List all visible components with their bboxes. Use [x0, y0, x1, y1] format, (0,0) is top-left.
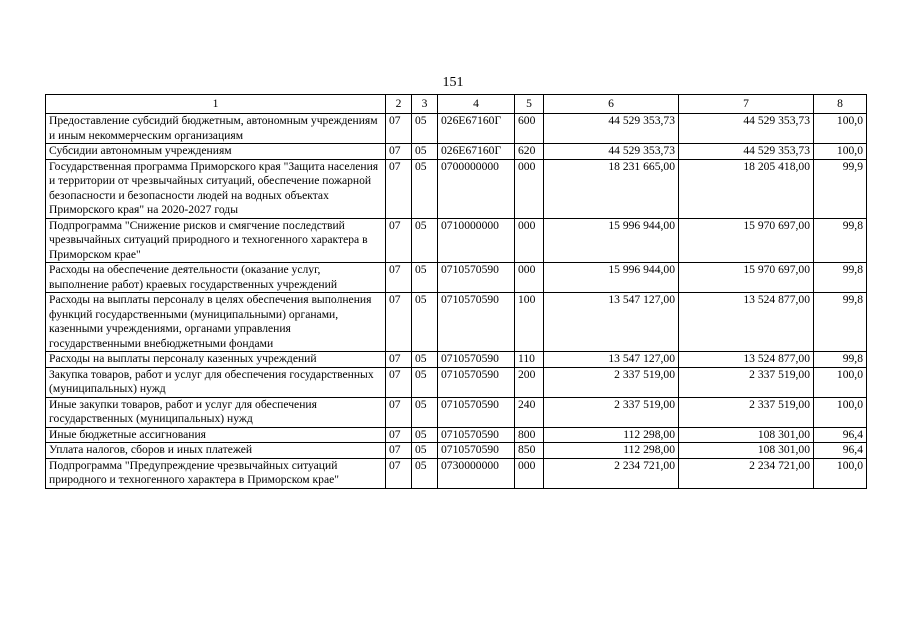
row-planned-amount: 15 996 944,00	[544, 263, 679, 293]
row-actual-amount: 13 524 877,00	[679, 352, 814, 368]
table-row	[46, 397, 867, 427]
row-percent: 99,8	[814, 352, 867, 368]
row-planned-amount: 13 547 127,00	[544, 352, 679, 368]
row-actual-amount: 15 970 697,00	[679, 218, 814, 263]
row-percent: 99,8	[814, 263, 867, 293]
row-percent: 100,0	[814, 114, 867, 144]
column-header-5: 5	[515, 95, 544, 114]
row-subsection: 05	[412, 397, 438, 427]
row-expense-type: 110	[515, 352, 544, 368]
row-target-code: 0700000000	[438, 159, 515, 218]
row-subsection: 05	[412, 352, 438, 368]
table-row	[46, 427, 867, 443]
row-target-code: 0710570590	[438, 367, 515, 397]
row-expense-type: 800	[515, 427, 544, 443]
row-section: 07	[386, 458, 412, 488]
column-header-2: 2	[386, 95, 412, 114]
table-row	[46, 367, 867, 397]
row-actual-amount: 2 234 721,00	[679, 458, 814, 488]
table-row	[46, 293, 867, 352]
row-name: Расходы на выплаты персоналу казенных учреждений	[46, 352, 386, 368]
row-subsection: 05	[412, 293, 438, 352]
row-percent: 100,0	[814, 367, 867, 397]
row-planned-amount: 18 231 665,00	[544, 159, 679, 218]
table-row	[46, 263, 867, 293]
row-planned-amount: 15 996 944,00	[544, 218, 679, 263]
table-row	[46, 114, 867, 144]
column-header-8: 8	[814, 95, 867, 114]
row-planned-amount: 2 337 519,00	[544, 397, 679, 427]
row-target-code: 0730000000	[438, 458, 515, 488]
row-planned-amount: 44 529 353,73	[544, 114, 679, 144]
header-row	[46, 95, 867, 114]
table-row	[46, 458, 867, 488]
row-actual-amount: 2 337 519,00	[679, 397, 814, 427]
row-name: Закупка товаров, работ и услуг для обеспечения государственных (муниципальных) нужд	[46, 367, 386, 397]
row-name: Уплата налогов, сборов и иных платежей	[46, 443, 386, 459]
row-name: Расходы на обеспечение деятельности (оказание услуг, выполнение работ) краевых государственных учреждений	[46, 263, 386, 293]
row-expense-type: 000	[515, 159, 544, 218]
row-name: Подпрограмма "Снижение рисков и смягчение последствий чрезвычайных ситуаций природного и техногенного характера в Приморском крае"	[46, 218, 386, 263]
row-subsection: 05	[412, 218, 438, 263]
budget-table	[45, 94, 867, 489]
row-planned-amount: 44 529 353,73	[544, 144, 679, 160]
row-section: 07	[386, 159, 412, 218]
row-subsection: 05	[412, 458, 438, 488]
row-target-code: 0710570590	[438, 352, 515, 368]
column-header-1: 1	[46, 95, 386, 114]
row-subsection: 05	[412, 114, 438, 144]
row-section: 07	[386, 218, 412, 263]
row-percent: 99,8	[814, 293, 867, 352]
row-name: Субсидии автономным учреждениям	[46, 144, 386, 160]
row-target-code: 026Е67160Г	[438, 114, 515, 144]
column-header-6: 6	[544, 95, 679, 114]
row-expense-type: 620	[515, 144, 544, 160]
row-target-code: 0710570590	[438, 293, 515, 352]
row-section: 07	[386, 144, 412, 160]
row-planned-amount: 13 547 127,00	[544, 293, 679, 352]
row-subsection: 05	[412, 263, 438, 293]
row-section: 07	[386, 367, 412, 397]
row-target-code: 0710570590	[438, 427, 515, 443]
row-expense-type: 240	[515, 397, 544, 427]
column-header-4: 4	[438, 95, 515, 114]
row-percent: 100,0	[814, 144, 867, 160]
row-target-code: 0710570590	[438, 443, 515, 459]
table-row	[46, 159, 867, 218]
row-percent: 99,8	[814, 218, 867, 263]
row-section: 07	[386, 352, 412, 368]
row-actual-amount: 108 301,00	[679, 427, 814, 443]
row-name: Предоставление субсидий бюджетным, автономным учреждениям и иным некоммерческим организациям	[46, 114, 386, 144]
row-name: Государственная программа Приморского края "Защита населения и территории от чрезвычайных ситуаций, обеспечение пожарной безопасности и безопасности людей на водных объектах Приморского края" на 2020-2027 годы	[46, 159, 386, 218]
row-percent: 96,4	[814, 443, 867, 459]
row-expense-type: 850	[515, 443, 544, 459]
page-number: 151	[442, 75, 464, 90]
row-planned-amount: 112 298,00	[544, 443, 679, 459]
table-row	[46, 352, 867, 368]
row-expense-type: 100	[515, 293, 544, 352]
row-section: 07	[386, 293, 412, 352]
row-target-code: 0710570590	[438, 263, 515, 293]
table-row	[46, 218, 867, 263]
row-expense-type: 000	[515, 263, 544, 293]
row-actual-amount: 44 529 353,73	[679, 114, 814, 144]
row-percent: 99,9	[814, 159, 867, 218]
row-actual-amount: 2 337 519,00	[679, 367, 814, 397]
row-actual-amount: 18 205 418,00	[679, 159, 814, 218]
row-actual-amount: 108 301,00	[679, 443, 814, 459]
row-name: Расходы на выплаты персоналу в целях обеспечения выполнения функций государственными (муниципальными) органами, казенными учреждениями, органами управления государственными внебюджетными фондами	[46, 293, 386, 352]
row-subsection: 05	[412, 144, 438, 160]
row-subsection: 05	[412, 159, 438, 218]
row-expense-type: 000	[515, 218, 544, 263]
row-percent: 96,4	[814, 427, 867, 443]
row-expense-type: 000	[515, 458, 544, 488]
row-actual-amount: 13 524 877,00	[679, 293, 814, 352]
row-name: Иные закупки товаров, работ и услуг для обеспечения государственных (муниципальных) нужд	[46, 397, 386, 427]
row-section: 07	[386, 263, 412, 293]
row-subsection: 05	[412, 367, 438, 397]
row-section: 07	[386, 114, 412, 144]
row-subsection: 05	[412, 427, 438, 443]
row-planned-amount: 112 298,00	[544, 427, 679, 443]
column-header-3: 3	[412, 95, 438, 114]
column-header-7: 7	[679, 95, 814, 114]
table-row	[46, 144, 867, 160]
row-actual-amount: 44 529 353,73	[679, 144, 814, 160]
row-percent: 100,0	[814, 397, 867, 427]
row-section: 07	[386, 427, 412, 443]
row-planned-amount: 2 337 519,00	[544, 367, 679, 397]
row-section: 07	[386, 443, 412, 459]
row-subsection: 05	[412, 443, 438, 459]
row-name: Подпрограмма "Предупреждение чрезвычайных ситуаций природного и техногенного характера в Приморском крае"	[46, 458, 386, 488]
row-expense-type: 600	[515, 114, 544, 144]
table-row	[46, 443, 867, 459]
row-target-code: 0710000000	[438, 218, 515, 263]
row-section: 07	[386, 397, 412, 427]
row-name: Иные бюджетные ассигнования	[46, 427, 386, 443]
row-target-code: 0710570590	[438, 397, 515, 427]
row-planned-amount: 2 234 721,00	[544, 458, 679, 488]
row-actual-amount: 15 970 697,00	[679, 263, 814, 293]
row-expense-type: 200	[515, 367, 544, 397]
row-percent: 100,0	[814, 458, 867, 488]
row-target-code: 026Е67160Г	[438, 144, 515, 160]
